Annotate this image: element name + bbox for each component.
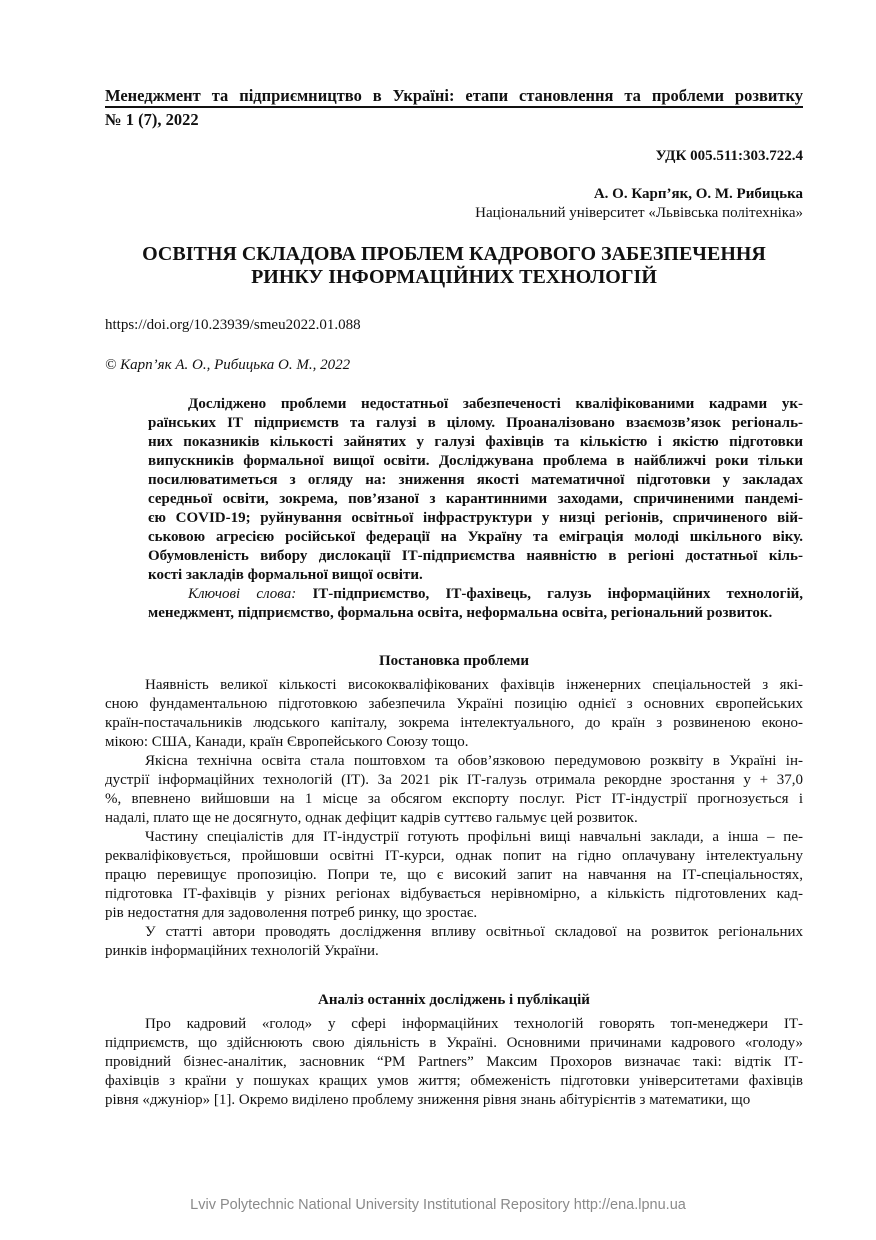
doi-link[interactable]: https://doi.org/10.23939/smeu2022.01.088 (105, 317, 361, 333)
text-line: рів недостатня для задоволення потреб ринку, що зростає. (105, 905, 478, 921)
section-problem (105, 652, 803, 961)
text-line: надалі, плато ще не досягнуто, однак дефіцит кадрів суттєво гальмує цей розвиток. (105, 810, 638, 826)
paragraph (105, 1015, 803, 1110)
text-line: підприємств, що здійснюють свою діяльність в Україні. Основними причинами кадрового «голоду» (105, 1035, 803, 1051)
text-line: мікою: США, Канади, країн Європейського Союзу тощо. (105, 734, 469, 750)
section-heading: Аналіз останніх досліджень і публікацій (318, 992, 590, 1008)
text-line: раїнських ІТ підприємств та галузі в цілому. Проаналізовано взаємозв’язок регіональ- (148, 415, 803, 431)
text-line: посилюватиметься з огляду на: зниження якості математичної підготовки у закладах (148, 472, 803, 488)
text-line: випускників формальної вищої освіти. Досліджувана проблема в найближчі роки тільки (148, 453, 803, 469)
text-line: працю перевищує пропозицію. Попри те, що є високий запит на навчання на ІТ-спеціальностях, (105, 867, 803, 883)
abstract-lines (148, 395, 803, 585)
text-line: підготовка ІТ-фахівців у різних регіонах відбувається нерівномірно, а кількість підготовлених кад- (105, 886, 803, 902)
keywords-line-2: менеджмент, підприємство, формальна освіта, неформальна освіта, регіональний розвиток. (148, 605, 773, 621)
issue-number: № 1 (7), 2022 (105, 110, 199, 129)
authors: А. О. Карп’як, О. М. Рибицька (593, 186, 803, 202)
section-body (105, 1015, 803, 1110)
text-line: кості закладів формальної вищої освіти. (148, 567, 423, 583)
section-heading: Постановка проблеми (379, 653, 529, 669)
text-line: дустрії інформаційних технологій (ІТ). За 2021 рік ІТ-галузь отримала рекордне зростання у + 37,0 (105, 772, 803, 788)
abstract (148, 395, 803, 623)
section-review (105, 991, 803, 1110)
text-line: Наявність великої кількості висококваліфікованих фахівців інженерних спеціальностей з які- (145, 677, 803, 693)
header-rule (105, 106, 803, 108)
section-body (105, 676, 803, 961)
text-line: фахівців з країни у пошуках кращих умов життя; обмеженість підготовки університетами фахівців (105, 1073, 803, 1089)
affiliation: Національний університет «Львівська політехніка» (475, 205, 803, 221)
paragraph (105, 828, 803, 923)
text-line: ринків інформаційних технологій України. (105, 943, 379, 959)
text-line: У статті автори проводять дослідження впливу освітньої складової на розвиток регіональних (145, 924, 803, 940)
keywords-label: Ключові слова: (188, 586, 297, 602)
text-line: Якісна технічна освіта стала поштовхом та обов’язковою передумовою розквіту в Україні ін- (145, 753, 803, 769)
paragraph (105, 676, 803, 752)
journal-header: Менеджмент та підприємництво в Україні: етапи становлення та проблеми розвитку (105, 86, 803, 105)
text-line: них показників кількості зайнятих у галузі фахівців та кількістю і якістю підготовки (148, 434, 803, 450)
text-line: рекваліфіковується, пройшовши освітні ІТ-курси, однак попит на гідно оплачувану інтелектуальну (105, 848, 803, 864)
text-line: Частину спеціалістів для ІТ-індустрії готують профільні вищі навчальні заклади, а інша – пе- (145, 829, 803, 845)
copyright: © Карп’як А. О., Рибицька О. М., 2022 (105, 357, 351, 373)
text-line: сною фундаментальною підготовкою забезпечила Україні позицію однієї з основних європейських (105, 696, 803, 712)
text-line: ськовою агресією російської федерації на Україну та еміграція молоді шкільного віку. (148, 529, 803, 545)
text-line: країн-постачальників людського капіталу, зокрема інтелектуального, до країн з розвиненою еконо- (105, 715, 803, 731)
text-line: рівня «джуніор» [1]. Окремо виділено проблему зниження рівня знань абітурієнтів з математики, що (105, 1092, 751, 1108)
title-line: РИНКУ ІНФОРМАЦІЙНИХ ТЕХНОЛОГІЙ (251, 266, 657, 288)
text-line: середньої освіти, зокрема, пов’язаної з карантинними заходами, спричиненими пандемі- (148, 491, 803, 507)
article-title (105, 243, 803, 289)
text-line: Про кадровий «голод» у сфері інформаційних технологій говорять топ-менеджери ІТ- (145, 1016, 803, 1032)
text-line: Досліджено проблеми недостатньої забезпеченості кваліфікованими кадрами ук- (188, 396, 803, 412)
keywords-line (148, 585, 803, 604)
paragraph (105, 752, 803, 828)
keywords-text: ІТ-підприємство, ІТ-фахівець, галузь інформаційних технологій, (312, 586, 804, 602)
paragraph (105, 923, 803, 961)
udk-code: УДК 005.511:303.722.4 (655, 148, 803, 164)
text-line: єю COVID-19; руйнування освітньої інфраструктури у низці регіонів, спричиненого вій- (148, 510, 803, 526)
title-line: ОСВІТНЯ СКЛАДОВА ПРОБЛЕМ КАДРОВОГО ЗАБЕЗПЕЧЕННЯ (142, 243, 766, 265)
text-line: провідний бізнес-аналітик, засновник “PM Partners” Максим Прохоров визначає такі: відтік ІТ- (105, 1054, 803, 1070)
text-line: Обумовленість вибору дислокації ІТ-підприємства наявністю в регіоні достатньої кіль- (148, 548, 803, 564)
text-line: %, впевнено вийшовши на 1 місце за обсягом експорту послуг. Ріст ІТ-індустрії прогнозується і (105, 791, 803, 807)
repository-footer: Lviv Polytechnic National University Institutional Repository http://ena.lpnu.ua (190, 1197, 686, 1213)
